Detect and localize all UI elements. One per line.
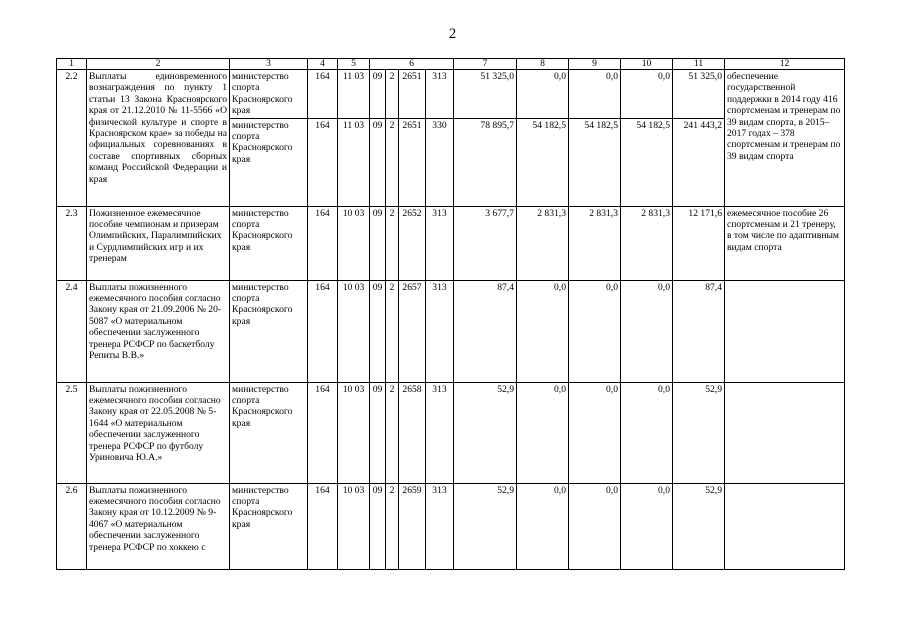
expected-result: ежемесячное пособие 26 спортсменам и 21 тренеру, в том числе по адаптивным видам спорта (725, 206, 845, 280)
item-name: Пожизненное ежемесячное пособие чемпионам и призерам Олимпийских, Паралимпийских и Сурдлимпийских игр и их тренерам (87, 206, 230, 280)
program-activities-table (56, 58, 845, 570)
amount-total: 52,9 (673, 382, 725, 483)
csr-code-part: 09 (370, 70, 386, 119)
table-row (57, 382, 845, 483)
column-header: 2 (87, 59, 230, 70)
column-header: 3 (230, 59, 308, 70)
administrator: министерство спорта Красноярского края (230, 483, 308, 569)
csr-code-part: 2651 (399, 118, 426, 206)
amount-2016: 0,0 (569, 70, 621, 119)
column-header: 9 (569, 59, 621, 70)
rzpr-code: 10 03 (338, 280, 370, 382)
column-header: 12 (725, 59, 845, 70)
expected-result (725, 280, 845, 382)
amount-2017: 2 831,3 (621, 206, 673, 280)
column-header: 7 (454, 59, 517, 70)
amount-2015: 0,0 (517, 70, 569, 119)
column-header: 6 (370, 59, 454, 70)
table-row (57, 483, 845, 569)
administrator: министерство спорта Красноярского края (230, 70, 308, 119)
csr-code-part: 09 (370, 280, 386, 382)
item-number: 2.4 (57, 280, 87, 382)
csr-code-part: 2 (386, 382, 399, 483)
csr-code-part: 2657 (399, 280, 426, 382)
amount-total: 52,9 (673, 483, 725, 569)
amount-2014: 52,9 (454, 483, 517, 569)
amount-2014: 51 325,0 (454, 70, 517, 119)
amount-2015: 0,0 (517, 483, 569, 569)
amount-2016: 0,0 (569, 382, 621, 483)
csr-code-part: 2 (386, 70, 399, 119)
item-number: 2.5 (57, 382, 87, 483)
item-name: Выплаты пожизненного ежемесячного пособия согласно Закону края от 21.09.2006 № 20-5087 «О материальном обеспечении заслуженного тренера РСФСР по баскетболу Репиты В.В.» (87, 280, 230, 382)
amount-2016: 0,0 (569, 280, 621, 382)
administrator: министерство спорта Красноярского края (230, 280, 308, 382)
expected-result (725, 483, 845, 569)
administrator: министерство спорта Красноярского края (230, 118, 308, 206)
amount-2014: 87,4 (454, 280, 517, 382)
amount-2017: 0,0 (621, 382, 673, 483)
item-name: Выплаты единовременного вознаграждения по пункту 1 статьи 13 Закона Красноярского края от 21.12.2010 № 11-5566 «О физической культуре и спорте в Красноярском крае» за победы на официальных соревнованиях в составе спортивных сборных команд Российской Федерации и края (87, 70, 230, 207)
item-number: 2.3 (57, 206, 87, 280)
column-header: 4 (308, 59, 338, 70)
amount-2016: 2 831,3 (569, 206, 621, 280)
item-number: 2.6 (57, 483, 87, 569)
csr-code-part: 09 (370, 118, 386, 206)
vr-code: 313 (426, 70, 454, 119)
amount-total: 241 443,2 (673, 118, 725, 206)
administrator: министерство спорта Красноярского края (230, 382, 308, 483)
amount-total: 12 171,6 (673, 206, 725, 280)
column-header: 8 (517, 59, 569, 70)
amount-total: 51 325,0 (673, 70, 725, 119)
csr-code-part: 2658 (399, 382, 426, 483)
rzpr-code: 10 03 (338, 382, 370, 483)
vr-code: 313 (426, 206, 454, 280)
grbs-code: 164 (308, 382, 338, 483)
amount-2016: 0,0 (569, 483, 621, 569)
grbs-code: 164 (308, 483, 338, 569)
amount-2014: 3 677,7 (454, 206, 517, 280)
grbs-code: 164 (308, 70, 338, 119)
rzpr-code: 11 03 (338, 70, 370, 119)
expected-result (725, 382, 845, 483)
csr-code-part: 09 (370, 483, 386, 569)
csr-code-part: 2652 (399, 206, 426, 280)
amount-2014: 78 895,7 (454, 118, 517, 206)
amount-2016: 54 182,5 (569, 118, 621, 206)
amount-2017: 54 182,5 (621, 118, 673, 206)
amount-2017: 0,0 (621, 483, 673, 569)
csr-code-part: 2 (386, 280, 399, 382)
csr-code-part: 2659 (399, 483, 426, 569)
page-number: 2 (448, 26, 457, 42)
amount-2017: 0,0 (621, 70, 673, 119)
vr-code: 313 (426, 382, 454, 483)
csr-code-part: 2651 (399, 70, 426, 119)
grbs-code: 164 (308, 118, 338, 206)
table-row (57, 70, 845, 119)
amount-2015: 54 182,5 (517, 118, 569, 206)
administrator: министерство спорта Красноярского края (230, 206, 308, 280)
column-header: 5 (338, 59, 370, 70)
amount-2014: 52,9 (454, 382, 517, 483)
header-row (57, 59, 845, 70)
vr-code: 313 (426, 483, 454, 569)
rzpr-code: 11 03 (338, 118, 370, 206)
item-name: Выплаты пожизненного ежемесячного пособия согласно Закону края от 10.12.2009 № 9-4067 «О материальном обеспечении заслуженного тренера РСФСР по хоккею с (87, 483, 230, 569)
vr-code: 330 (426, 118, 454, 206)
rzpr-code: 10 03 (338, 483, 370, 569)
item-number: 2.2 (57, 70, 87, 207)
expected-result: обеспечение государственной поддержки в 2014 году 416 спортсменам и тренерам по 39 видам спорта, в 2015–2017 годах – 378 спортсменам и тренерам по 39 видам спорта (725, 70, 845, 207)
item-name: Выплаты пожизненного ежемесячного пособия согласно Закону края от 22.05.2008 № 5-1644 «О материальном обеспечении заслуженного тренера РСФСР по футболу Уриновича Ю.А.» (87, 382, 230, 483)
amount-2015: 2 831,3 (517, 206, 569, 280)
amount-total: 87,4 (673, 280, 725, 382)
grbs-code: 164 (308, 206, 338, 280)
csr-code-part: 09 (370, 382, 386, 483)
amount-2017: 0,0 (621, 280, 673, 382)
amount-2015: 0,0 (517, 382, 569, 483)
column-header: 10 (621, 59, 673, 70)
table-row (57, 206, 845, 280)
vr-code: 313 (426, 280, 454, 382)
csr-code-part: 2 (386, 483, 399, 569)
csr-code-part: 2 (386, 206, 399, 280)
csr-code-part: 2 (386, 118, 399, 206)
grbs-code: 164 (308, 280, 338, 382)
rzpr-code: 10 03 (338, 206, 370, 280)
column-header: 11 (673, 59, 725, 70)
table-row (57, 280, 845, 382)
amount-2015: 0,0 (517, 280, 569, 382)
csr-code-part: 09 (370, 206, 386, 280)
column-header: 1 (57, 59, 87, 70)
